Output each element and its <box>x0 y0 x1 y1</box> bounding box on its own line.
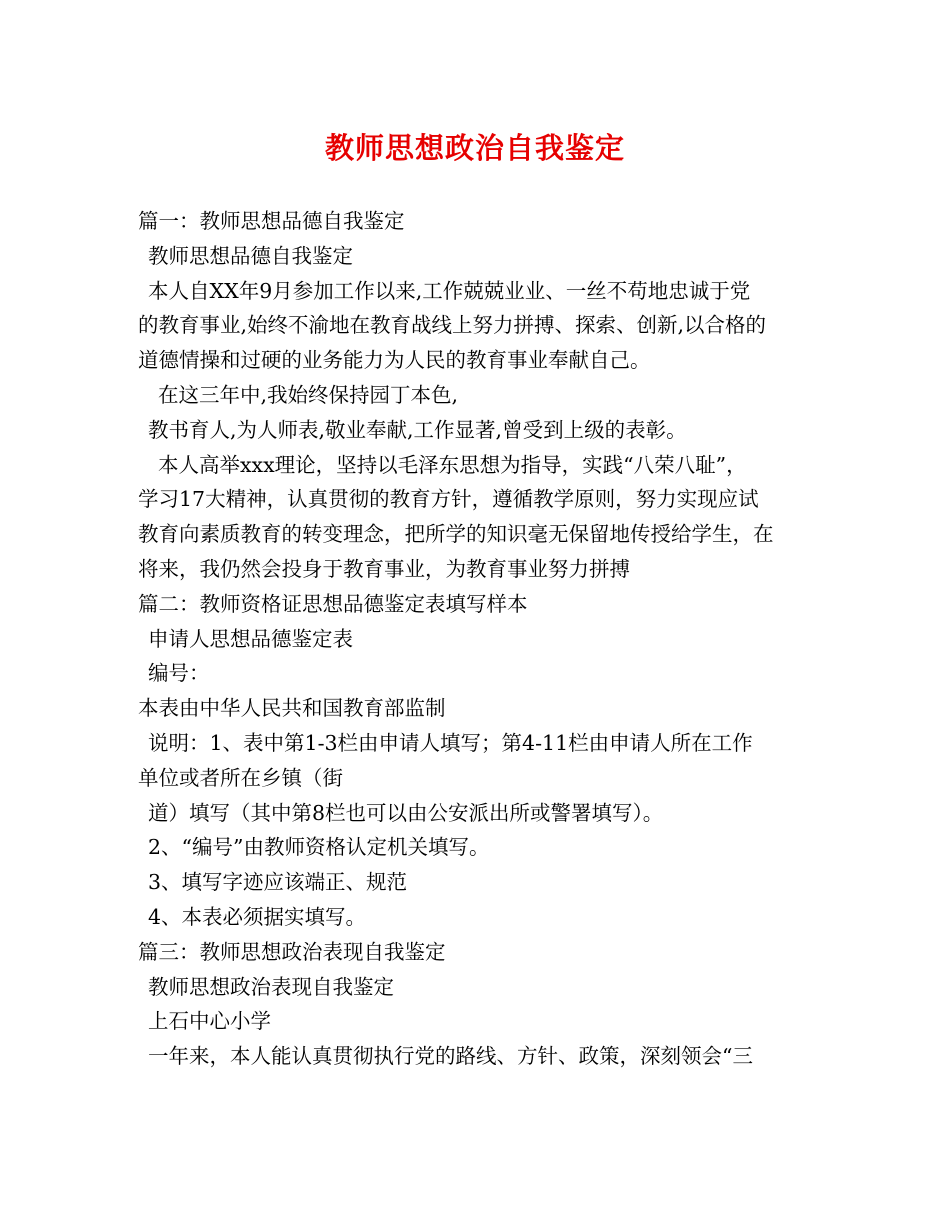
paragraph-line: 上石中心小学 <box>148 1009 271 1034</box>
subtitle-line: 申请人思想品德鉴定表 <box>148 626 353 651</box>
paragraph-line: 道）填写（其中第8栏也可以由公安派出所或警署填写）。 <box>148 800 664 825</box>
document-title: 教师思想政治自我鉴定 <box>324 131 625 165</box>
subtitle-line: 教师思想政治表现自我鉴定 <box>148 974 394 999</box>
document-body <box>138 204 818 1074</box>
paragraph-line: 本人高举xxx理论，坚持以毛泽东思想为指导，实践“八荣八耻”， <box>158 452 747 477</box>
paragraph-line: 单位或者所在乡镇（街 <box>138 765 343 790</box>
paragraph-line: 说明：1、表中第1-3栏由申请人填写；第4-11栏由申请人所在工作 <box>148 730 753 755</box>
section-heading-3: 篇三：教师思想政治表现自我鉴定 <box>138 939 446 964</box>
paragraph-line: 学习17大精神，认真贯彻的教育方针，遵循教学原则，努力实现应试 <box>138 487 759 512</box>
paragraph-line: 在这三年中,我始终保持园丁本色, <box>158 382 459 407</box>
section-heading-2: 篇二：教师资格证思想品德鉴定表填写样本 <box>138 591 528 616</box>
paragraph-line: 3、填写字迹应该端正、规范 <box>148 870 408 895</box>
paragraph-line: 本表由中华人民共和国教育部监制 <box>138 696 446 721</box>
paragraph-line: 教书育人,为人师表,敬业奉献,工作显著,曾受到上级的表彰。 <box>148 417 687 442</box>
paragraph-line: 一年来，本人能认真贯彻执行党的路线、方针、政策，深刻领会“三 <box>148 1044 753 1069</box>
paragraph-line: 道德情操和过硬的业务能力为人民的教育事业奉献自己。 <box>138 348 651 373</box>
paragraph-line: 的教育事业,始终不渝地在教育战线上努力拼搏、探索、创新,以合格的 <box>138 313 767 338</box>
paragraph-line: 2、“编号”由教师资格认定机关填写。 <box>148 835 490 860</box>
paragraph-line: 本人自XX年9月参加工作以来,工作兢兢业业、一丝不苟地忠诚于党 <box>148 278 751 303</box>
paragraph-line: 4、本表必须据实填写。 <box>148 904 367 929</box>
paragraph-line: 将来，我仍然会投身于教育事业，为教育事业努力拼搏 <box>138 556 630 581</box>
subtitle-line: 教师思想品德自我鉴定 <box>148 243 353 268</box>
paragraph-line: 编号： <box>148 661 210 686</box>
section-heading-1: 篇一：教师思想品德自我鉴定 <box>138 209 405 233</box>
paragraph-line: 教育向素质教育的转变理念，把所学的知识毫无保留地传授给学生，在 <box>138 522 774 547</box>
